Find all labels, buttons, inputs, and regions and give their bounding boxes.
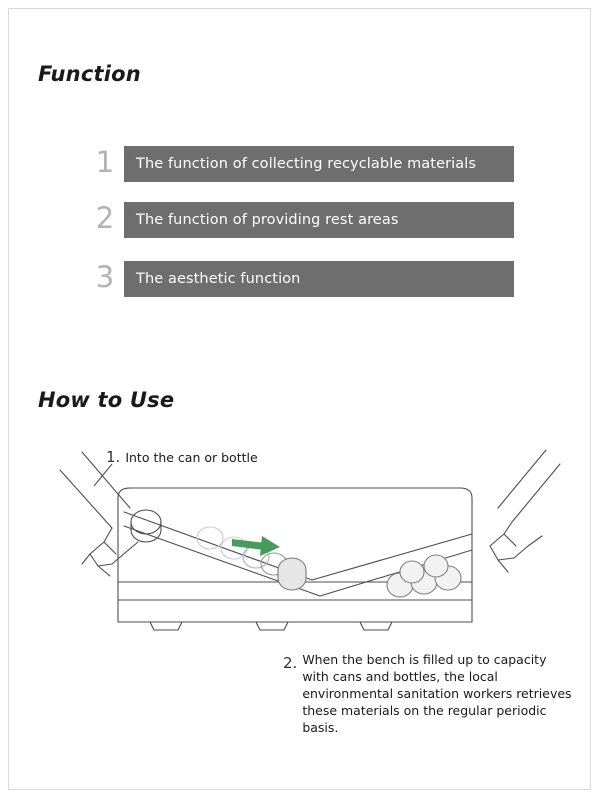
function-item-bar: [124, 202, 514, 238]
page-title-how-to-use: How to Use: [38, 388, 175, 412]
function-item-bar: [124, 146, 514, 182]
callout-step-2: [283, 652, 573, 736]
function-item-bar: [124, 261, 514, 297]
callout-step-2-text: When the bench is filled up to capacity with cans and bottles, the local environmental sanitation workers retrieves these materials on the regular periodic basis.: [302, 652, 572, 735]
function-item-label: The function of collecting recyclable materials: [136, 156, 477, 172]
function-item-label: The aesthetic function: [136, 271, 301, 287]
function-item-1: [86, 146, 514, 182]
function-item-number: 1: [95, 144, 115, 179]
function-item-number: 2: [95, 200, 115, 235]
page-title-function: Function: [38, 62, 141, 86]
bench-usage-illustration: [20, 430, 580, 760]
function-item-label: The function of providing rest areas: [136, 212, 399, 228]
callout-step-1-number: 1.: [106, 448, 121, 466]
function-item-number: 3: [95, 259, 115, 294]
function-item-2: [86, 202, 514, 238]
callout-step-2-number: 2.: [283, 654, 298, 672]
callout-step-1-text: Into the can or bottle: [125, 450, 258, 465]
function-item-3: [86, 261, 514, 297]
callout-step-1: [106, 448, 258, 467]
